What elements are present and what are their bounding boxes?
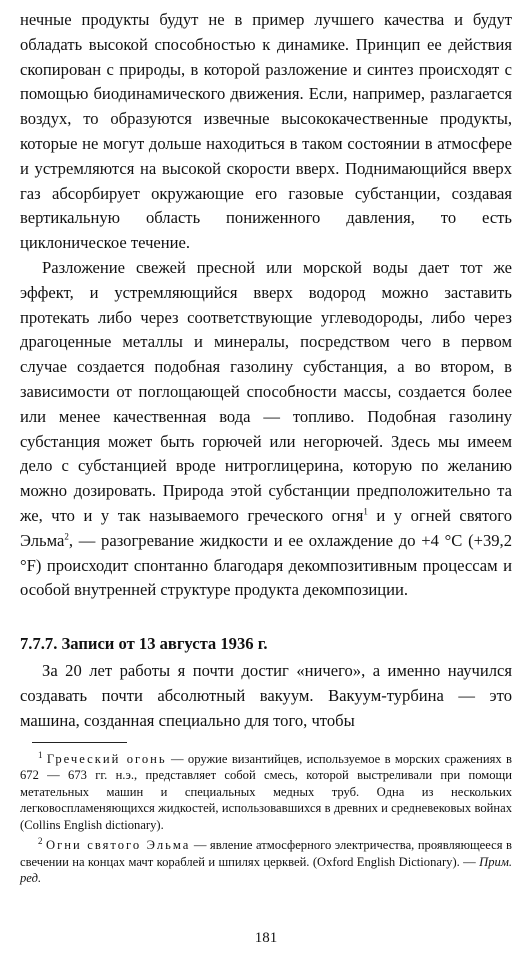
footnote-1-term: Греческий огонь [46,751,167,766]
page-number: 181 [254,930,278,946]
section-heading: 7.7.7. Записи от 13 августа 1936 г. [20,634,268,654]
footnote-ref-1: 1 [363,506,368,517]
body-paragraph-3: За 20 лет работы я почти достиг «ничего», а именно научился создавать почти абсолютный вакуум. Вакуум-турбина — это машина, созданная специально для того, чтобы [20,661,512,730]
paragraph-2-text-a: Разложение свежей пресной или морской воды дает тот же эффект, и устремляющийся вверх водород можно заставить протекать либо через соответствующие углеводороды, либо через драгоценные металлы и минералы, посредством чего в первом случае создается подобная газолину субстанция, а во втором, в зависимости от поглощающей способности массы, создается более или менее качественная вода — топливо. Подобная газолину субстанция может быть горючей или негорючей. Здесь мы имеем дело с субстанцией вроде нитроглицерина, которую по желанию можно дозировать. Природа этой субстанции предположительно та же, что и у так называемого греческого огня [20,257,512,525]
editor-note: Прим. ред. [20,854,512,886]
paragraph-2-text-c: , — разогревание жидкости и ее охлаждение до +4 °С (+39,2 °F) происходит спонтанно благодаря декомпозитивным процессам и особой внутренней структуре продукта декомпозиции. [20,530,512,600]
footnote-2-marker: 2 [38,835,43,846]
body-paragraph-2 [20,256,512,603]
body-paragraph-1: нечные продукты будут не в пример лучшего качества и будут обладать высокой способностью к динамике. Принцип ее действия скопирован с природы, в которой разложение и синтез происходят с помощью биодинамического движения. Если, например, разлагается воздух, то образуются извечные высококачественные продукты, которые не могут дольше находиться в таком состоянии в атмосфере и устремляются на высокой скорости вверх. Поднимающийся вверх газ абсорбирует окружающие его газовые субстанции, создавая вертикальную область пониженного давления, то есть циклоническое течение. [20,10,512,253]
footnote-divider [32,742,127,743]
footnote-2-text: — явление атмосферного электричества, проявляющееся в свечении на концах мачт кораблей и шпилях церквей. (Oxford English Dictionary). — [20,838,512,869]
paragraph-2-text-b: и у огней святого Эльма [20,505,512,550]
footnote-ref-2: 2 [64,531,69,542]
footnote-1 [20,751,512,834]
footnote-1-text: — оружие византийцев, используемое в морских сражениях в 672 — 673 гг. н.э., представляет собой смесь, которой выстреливали при помощи метательных машин и специальных медных труб. Одна из нескольких легковоспламеняющихся жидкостей, использовавшихся в древних и средневековых войнах (Collins English dictionary). [20,751,513,832]
footnote-2 [20,837,512,887]
footnote-1-marker: 1 [38,749,43,760]
footnote-2-term: Огни святого Эльма [46,838,191,853]
